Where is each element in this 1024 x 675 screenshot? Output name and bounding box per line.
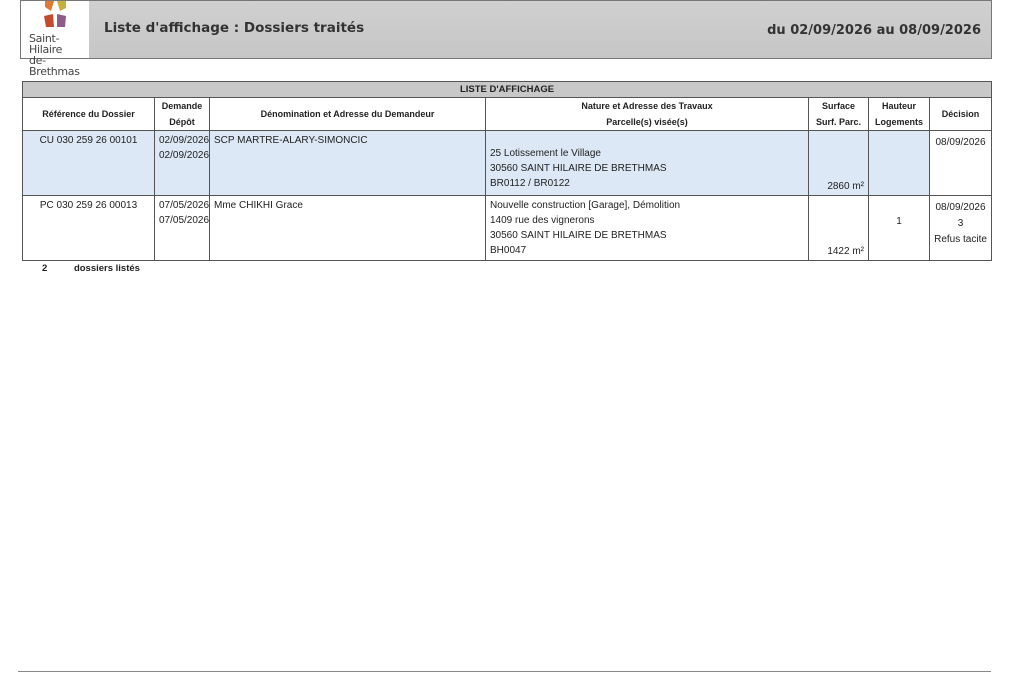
- listing-table: [22, 81, 992, 261]
- row-logements: [869, 131, 930, 196]
- row-surface: 2860 m²: [809, 131, 869, 196]
- record-count: [42, 263, 140, 274]
- table-header-row: [23, 98, 992, 131]
- row-applicant: Mme CHIKHI Grace: [210, 196, 486, 261]
- logo-emblem-icon: [43, 1, 69, 31]
- row-decision: 08/09/2026 3 Refus tacite: [930, 196, 992, 261]
- header-demande: Demande Dépôt: [155, 98, 210, 131]
- row-dates: 02/09/2026 02/09/2026: [155, 131, 210, 196]
- header-decision: Décision: [930, 98, 992, 131]
- row-reference: PC 030 259 26 00013: [23, 196, 155, 261]
- row-dates: 07/05/2026 07/05/2026: [155, 196, 210, 261]
- logo-text-line-2: de-Brethmas: [29, 54, 80, 78]
- row-work: Nouvelle construction [Garage], Démolition 1409 rue des vignerons 30560 SAINT HILAIRE DE BRETHMAS BH0047: [486, 196, 809, 261]
- table-row: [23, 196, 992, 261]
- row-surface: 1422 m²: [809, 196, 869, 261]
- header-hauteur: Hauteur Logements: [869, 98, 930, 131]
- page-header: [20, 0, 992, 78]
- record-count-label: dossiers listés: [73, 263, 140, 274]
- table-row: [23, 131, 992, 196]
- header-nature: Nature et Adresse des Travaux Parcelle(s) visée(s): [486, 98, 809, 131]
- page-divider: [18, 671, 991, 672]
- page-title: Liste d'affichage : Dossiers traités: [104, 20, 365, 36]
- table-caption: LISTE D'AFFICHAGE: [23, 82, 992, 98]
- logo-text-line-1: Saint-Hilaire: [29, 32, 63, 56]
- row-decision: 08/09/2026: [930, 131, 992, 196]
- row-logements: 1: [869, 196, 930, 261]
- row-reference: CU 030 259 26 00101: [23, 131, 155, 196]
- record-count-number: 2: [42, 263, 48, 274]
- municipality-logo: [21, 1, 89, 78]
- period-range: du 02/09/2026 au 08/09/2026: [767, 23, 981, 38]
- row-applicant: SCP MARTRE-ALARY-SIMONCIC: [210, 131, 486, 196]
- header-surface: Surface Surf. Parc.: [809, 98, 869, 131]
- header-denomination: Dénomination et Adresse du Demandeur: [210, 98, 486, 131]
- row-work: 25 Lotissement le Village 30560 SAINT HILAIRE DE BRETHMAS BR0112 / BR0122: [486, 131, 809, 196]
- header-reference: Référence du Dossier: [23, 98, 155, 131]
